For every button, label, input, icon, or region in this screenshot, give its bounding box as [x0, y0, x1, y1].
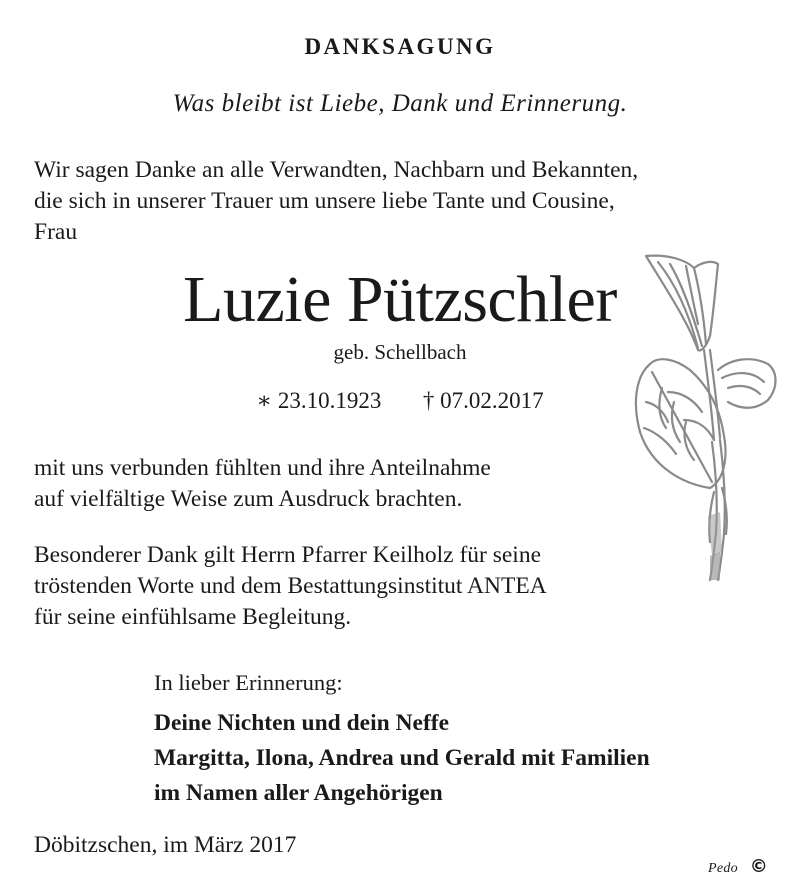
copyright-icon: © [749, 856, 768, 877]
deceased-name: Luzie Pützschler [183, 263, 617, 336]
calla-lily-icon [628, 252, 788, 582]
publisher-brand: Pedo [708, 861, 738, 876]
intro-line: die sich in unserer Trauer um unsere liebe Tante und Cousine, [34, 188, 615, 214]
notice-motto: Was bleibt ist Liebe, Dank und Erinnerung. [172, 90, 628, 117]
maiden-name: geb. Schellbach [333, 340, 467, 364]
signer-line: im Namen aller Angehörigen [154, 780, 443, 806]
notice-heading: DANKSAGUNG [304, 34, 496, 59]
publisher-mark [708, 856, 768, 877]
death-date: 07.02.2017 [440, 388, 544, 413]
birth-date: 23.10.1923 [277, 388, 382, 413]
paragraph-line: tröstenden Worte und dem Bestattungsinstitut ANTEA [34, 573, 547, 599]
signer-line: Margitta, Ilona, Andrea und Gerald mit Familien [154, 745, 650, 771]
thanks-paragraph [34, 453, 634, 515]
intro-line: Wir sagen Danke an alle Verwandten, Nachbarn und Bekannten, [34, 157, 639, 183]
signer-line: Deine Nichten und dein Neffe [154, 710, 450, 736]
paragraph-line: auf vielfältige Weise zum Ausdruck brachten. [34, 486, 463, 512]
paragraph-line: für seine einfühlsame Begleitung. [34, 604, 352, 630]
death-cross-icon: † [422, 388, 435, 413]
intro-text [34, 155, 774, 248]
intro-line: Frau [34, 219, 78, 245]
special-thanks-paragraph [34, 540, 634, 633]
place-date: Döbitzschen, im März 2017 [34, 832, 297, 858]
closing-phrase: In lieber Erinnerung: [154, 670, 343, 695]
birth-star-icon: ∗ [256, 388, 273, 413]
paragraph-line: mit uns verbunden fühlten und ihre Anteilnahme [34, 455, 491, 481]
signers-block [154, 706, 784, 811]
paragraph-line: Besonderer Dank gilt Herrn Pfarrer Keilholz für seine [34, 542, 542, 568]
